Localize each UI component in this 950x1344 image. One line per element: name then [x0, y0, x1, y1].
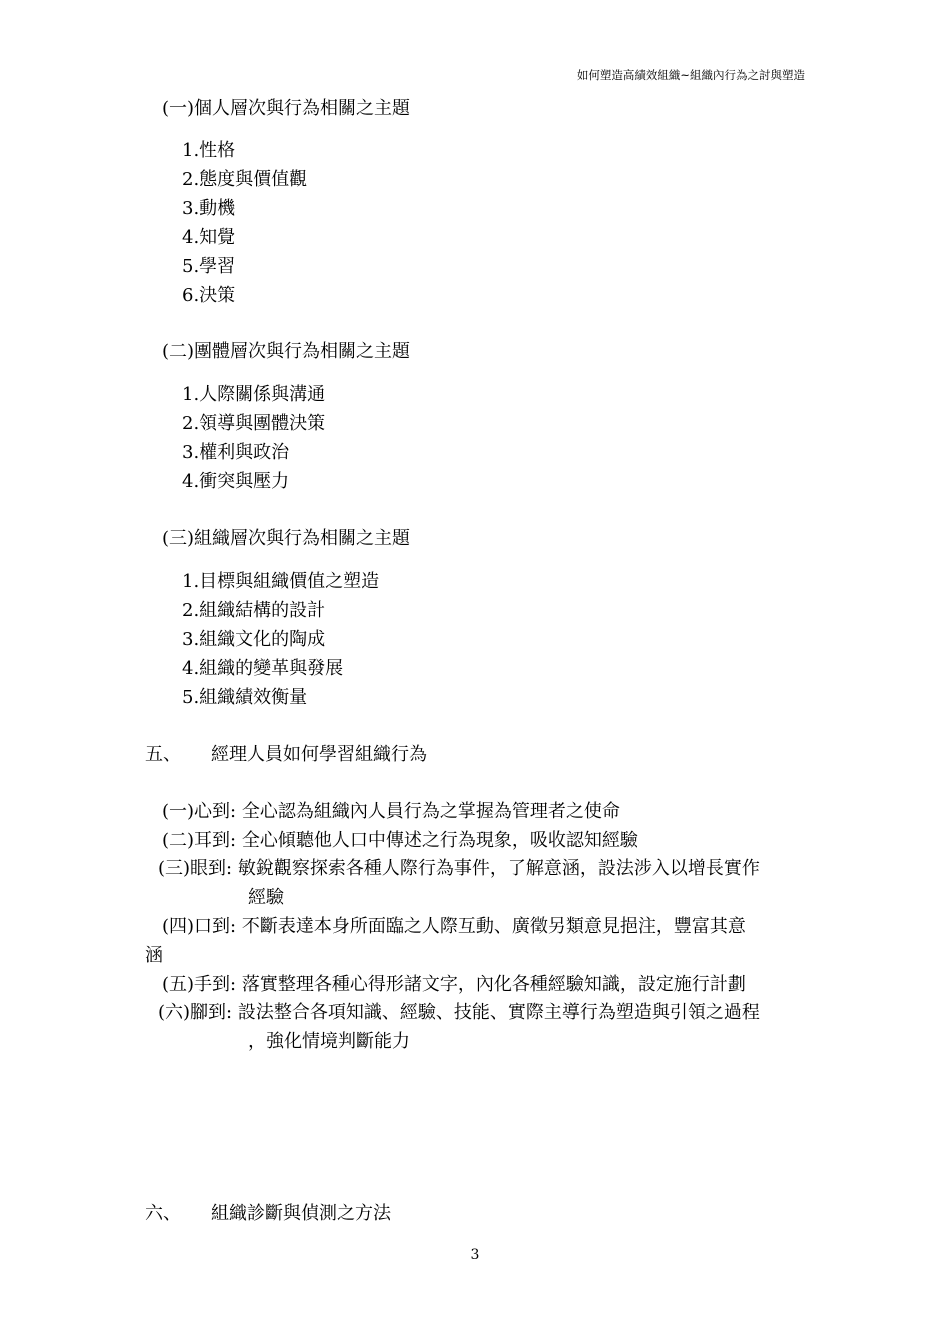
- section-number: 五、: [145, 744, 181, 765]
- list-item: 4.組織的變革與發展: [182, 658, 344, 679]
- section-heading-five: [145, 744, 427, 766]
- list-item: 6.決策: [182, 285, 236, 306]
- list-item: 1.性格: [182, 140, 236, 161]
- item-label: (四)口到:: [162, 916, 237, 937]
- list-item: [162, 801, 620, 823]
- list-item: 1.目標與組織價值之塑造: [182, 571, 380, 592]
- item-continuation: 涵: [145, 945, 163, 966]
- item-label: (三)眼到:: [158, 858, 233, 879]
- item-label: (一)心到:: [162, 801, 237, 822]
- list-item: 2.領導與團體決策: [182, 413, 326, 434]
- list-item: 1.人際關係與溝通: [182, 384, 326, 405]
- list-item: [158, 858, 760, 880]
- subsection-title-individual: (一)個人層次與行為相關之主題: [162, 98, 411, 119]
- list-item: 3.權利與政治: [182, 442, 290, 463]
- item-text: 全心認為組織內人員行為之掌握為管理者之使命: [241, 801, 620, 822]
- page-number: 3: [470, 1247, 480, 1263]
- item-text: 落實整理各種心得形諸文字，內化各種經驗知識，設定施行計劃: [241, 974, 746, 995]
- item-label: (五)手到:: [162, 974, 237, 995]
- item-continuation: ，強化情境判斷能力: [248, 1031, 410, 1052]
- list-item: [162, 916, 746, 938]
- item-text: 敏銳觀察探索各種人際行為事件，了解意涵，設法涉入以增長實作: [237, 858, 760, 879]
- section-title: 經理人員如何學習組織行為: [211, 744, 427, 765]
- section-heading-six: [145, 1203, 391, 1225]
- list-item: 4.知覺: [182, 227, 236, 248]
- list-item: 5.學習: [182, 256, 236, 277]
- item-label: (六)腳到:: [158, 1002, 233, 1023]
- list-item: [162, 974, 746, 996]
- list-item: 3.組織文化的陶成: [182, 629, 326, 650]
- list-item: 2.態度與價值觀: [182, 169, 308, 190]
- item-label: (二)耳到:: [162, 830, 237, 851]
- item-continuation: 經驗: [248, 887, 284, 908]
- subsection-title-group: (二)團體層次與行為相關之主題: [162, 341, 411, 362]
- section-number: 六、: [145, 1203, 181, 1224]
- running-header: 如何塑造高績效組織~組織內行為之討與塑造: [576, 68, 805, 82]
- list-item: 2.組織結構的設計: [182, 600, 326, 621]
- list-item: 5.組織績效衡量: [182, 687, 308, 708]
- item-text: 全心傾聽他人口中傳述之行為現象，吸收認知經驗: [241, 830, 638, 851]
- subsection-title-organization: (三)組織層次與行為相關之主題: [162, 528, 411, 549]
- list-item: 4.衝突與壓力: [182, 471, 290, 492]
- section-title: 組織診斷與偵測之方法: [211, 1203, 391, 1224]
- item-text: 設法整合各項知識、經驗、技能、實際主導行為塑造與引領之過程: [237, 1002, 760, 1023]
- list-item: 3.動機: [182, 198, 236, 219]
- list-item: [162, 830, 638, 852]
- list-item: [158, 1002, 760, 1024]
- item-text: 不斷表達本身所面臨之人際互動、廣徵另類意見挹注，豐富其意: [241, 916, 746, 937]
